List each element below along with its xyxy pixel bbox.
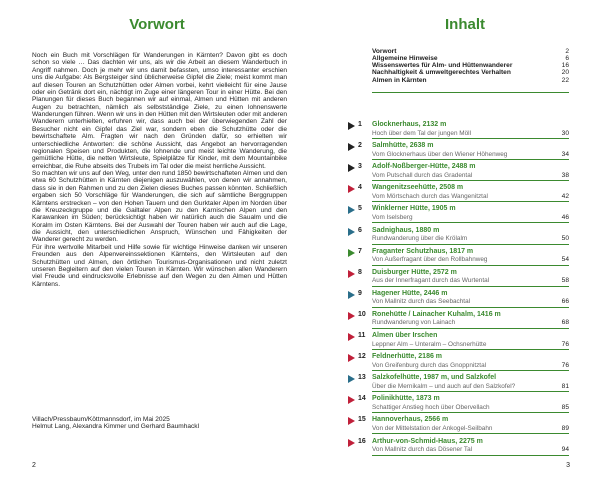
- triangle-marker-icon: [348, 185, 355, 193]
- toc-entry-page: 20: [561, 69, 569, 77]
- vorwort-heading: Vorwort: [129, 16, 185, 33]
- tour-number: 14: [358, 395, 366, 403]
- tour-page: 50: [561, 235, 569, 242]
- triangle-marker-icon: [348, 206, 355, 214]
- triangle-marker-icon: [348, 375, 355, 383]
- tour-subtitle: Rundwanderung über die Krölalm: [372, 235, 468, 242]
- tour-page: 85: [561, 403, 569, 411]
- triangle-marker-icon: [348, 143, 355, 151]
- toc-entry-page: 16: [561, 62, 569, 70]
- tour-rule: [372, 265, 569, 266]
- page-number-left: 2: [32, 462, 36, 469]
- tour-page: 42: [561, 192, 569, 200]
- triangle-marker-icon: [348, 333, 355, 341]
- tour-name: Sadnighaus, 1880 m: [372, 226, 440, 234]
- vorwort-paragraph: Noch ein Buch mit Vorschlägen für Wanderungen in Kärnten? Davon gibt es doch schon so viele … Das dachten wir uns, als wir die Arbeit an diesem Wanderbuch in Angriff nahmen. Doch je mehr wir uns damit befassten, umso interessanter erschien uns die Aufgabe: Als Bergsteiger sind üblicherweise Gipfel die Ziele; meist kommt man auf diesen Touren an Schutzhütten oder Almen vorbei, kehrt vielleicht für eine Jause oder ein Getränk dort ein, nächtigt im Zuge einer längeren Tour in einer Hütte. Bei den Planungen für dieses Buch begannen wir auf einmal, Almen und Hütten mit anderen Augen zu betrachten, nämlich als selbstständige Ziele, zu einen lohnenswerte Wanderungen führen. Wenn wir uns in den Hütten mit den Wirtsleuten oder mit anderen Wanderern unterhielten, erfuhren wir, dass auch bei der überwiegenden Zahl der Besucher nicht ein Gipfel das Ziel war, sondern eben die Schutzhütte oder die bewirtschaftete Alm. Fragten wir nach den Gründen dafür, so erhielten wir unterschiedliche Antworten: die schöne Aussicht, das Angebot an hervorragenden regionalen Speisen und Produkten, die lohnende und meist leichte Wanderung, die gemütliche Hütte, die netten Wirtsleute, Spielplätze für Kinder, mit dem Mountainbike erreichbar, die Ruhe abseits des Trubels im Tal oder die meist herrliche Aussicht.: [32, 52, 287, 170]
- tour-rule: [372, 201, 569, 202]
- tour-subtitle: Von Mallnitz durch das Seebachtal: [372, 298, 471, 306]
- tour-subtitle: Vom Glocknerhaus über den Wiener Höhenweg: [372, 150, 508, 158]
- toc-entry-title: Wissenswertes für Alm- und Hüttenwanderer: [372, 62, 513, 70]
- vorwort-text: [32, 52, 287, 288]
- toc-entry-page: 6: [565, 55, 569, 63]
- tour-rule: [372, 307, 569, 308]
- tour-page: 81: [561, 382, 569, 390]
- place-date: Villach/Pressbaum/Köttmannsdorf, im Mai 2025: [32, 416, 170, 423]
- tour-page: 76: [561, 340, 569, 348]
- tour-number: 9: [358, 289, 362, 297]
- toc-entry-title: Vorwort: [372, 48, 397, 55]
- triangle-marker-icon: [348, 122, 355, 130]
- tour-name: Adolf-Noßberger-Hütte, 2488 m: [372, 163, 476, 171]
- tour-rule: [372, 328, 569, 329]
- toc-entry-title: Nachhaltigkeit & umweltgerechtes Verhalten: [372, 69, 511, 77]
- triangle-marker-icon: [348, 354, 355, 362]
- tour-rule: [372, 138, 569, 139]
- vorwort-paragraph: Für ihre wertvolle Mitarbeit und Hilfe sowie für wichtige Hinweise danken wir unseren Freunden aus den Alpenvereinssektionen Kärntens, den Wirtsleuten auf den Schutzhütten und Almen, den örtlichen Tourismus-Organisationen und nicht zuletzt unseren Begleitern auf den vielen Touren in Kärnten. Wir wünschen allen Wanderern viel Freude und eindrucksvolle Erlebnisse auf den Wegen zu den Almen und Hütten Kärntens.: [32, 243, 287, 288]
- triangle-marker-icon: [348, 291, 355, 299]
- tour-number: 13: [358, 374, 366, 382]
- triangle-marker-icon: [348, 396, 355, 404]
- tour-rule: [372, 349, 569, 350]
- front-matter-list: [372, 48, 569, 84]
- tour-rule: [372, 391, 569, 392]
- tour-page: 58: [561, 277, 569, 285]
- tour-name: Ronehütte / Lainacher Kuhalm, 1416 m: [372, 310, 501, 318]
- toc-tour-entry[interactable]: [348, 438, 569, 462]
- tour-page: 38: [561, 171, 569, 179]
- tour-subtitle: Von Greifenburg durch das Gnoppnitztal: [372, 361, 487, 369]
- tour-rule: [372, 455, 569, 456]
- tour-name: Salzkofelhütte, 1987 m, und Salzkofel: [372, 374, 497, 382]
- tour-name: Fraganter Schutzhaus, 1817 m: [372, 247, 474, 255]
- page-number-right: 3: [566, 462, 570, 469]
- tour-name: Winklerner Hütte, 1905 m: [372, 205, 456, 213]
- tour-rule: [372, 159, 569, 160]
- triangle-marker-icon: [348, 439, 355, 447]
- tour-name: Duisburger Hütte, 2572 m: [372, 268, 457, 276]
- tour-subtitle: Schattiger Anstieg hoch über Obervellach: [372, 403, 490, 411]
- tour-name: Hannoverhaus, 2566 m: [372, 416, 449, 424]
- tour-rule: [372, 433, 569, 434]
- toc-entry-page: 2: [565, 48, 569, 55]
- tour-number: 8: [358, 268, 362, 276]
- tour-number: 4: [358, 184, 362, 192]
- tour-name: Hagener Hütte, 2446 m: [372, 289, 448, 297]
- tour-name: Arthur-von-Schmid-Haus, 2275 m: [372, 437, 483, 445]
- signature-block: [32, 416, 287, 431]
- toc-entry-page: 22: [561, 76, 569, 84]
- triangle-marker-icon: [348, 164, 355, 172]
- tour-page: 34: [561, 150, 569, 158]
- tour-subtitle: Hoch über dem Tal der jungen Möll: [372, 129, 471, 137]
- tour-subtitle: Leppner Alm – Unteralm – Ochsnerhütte: [372, 340, 487, 348]
- toc-front-entry[interactable]: [372, 77, 569, 84]
- tour-rule: [372, 370, 569, 371]
- tour-name: Almen über Irschen: [372, 332, 438, 339]
- tour-number: 2: [358, 142, 362, 150]
- inhalt-heading: Inhalt: [445, 16, 485, 33]
- toc-entry-title: Allgemeine Hinweise: [372, 55, 438, 63]
- tour-subtitle: Vom Mörtschach durch das Wangenitztal: [372, 192, 488, 200]
- toc-entry-title: Almen in Kärnten: [372, 76, 427, 84]
- tour-subtitle: Über die Mernikalm – und auch auf den Salzkofel?: [372, 382, 516, 390]
- tour-number: 12: [358, 353, 366, 361]
- tour-page: 54: [561, 256, 569, 264]
- toc-front-entry[interactable]: [372, 48, 569, 55]
- triangle-marker-icon: [348, 249, 355, 257]
- tour-number: 16: [358, 437, 366, 445]
- tour-subtitle: Von der Mittelstation der Ankogel-Seilbahn: [372, 424, 493, 432]
- tour-rule: [372, 180, 569, 181]
- triangle-marker-icon: [348, 270, 355, 278]
- vorwort-paragraph: So machten wir uns auf den Weg, unter den rund 1850 bewirtschafteten Almen und den etwa 60 Schutzhütten in Kärnten diejenigen auszuwählen, von denen wir annahmen, dass sie in den Rahmen und zu den Zielen dieses Buches passen könnten. Schließlich ergaben sich 50 Vorschläge für Wanderungen, die sich auf sämtliche Berggruppen Kärntens erstrecken – von den Hohen Tauern und den Gurktaler Alpen im Norden über die Kreuzeckgruppe und die Gailtaler Alpen zu den Karnischen Alpen und den Karawanken im Süden; berücksichtigt haben wir natürlich auch die Saualm und die Koralm im Osten Kärntens. Bei der Auswahl der Touren haben wir auch auf die Lage, die Aussicht, den unterschiedlichen Anspruch, Wünschen und Fähigkeiten der Wanderer gerecht zu werden.: [32, 170, 287, 244]
- tour-number: 1: [358, 121, 362, 128]
- tour-name: Feldnerhütte, 2186 m: [372, 353, 443, 361]
- tour-page: 76: [561, 361, 569, 369]
- tour-subtitle: Von Mallnitz durch das Dösener Tal: [372, 446, 473, 453]
- tour-rule: [372, 286, 569, 287]
- tour-number: 7: [358, 247, 362, 255]
- front-matter-rule: [372, 92, 569, 93]
- toc-front-entry[interactable]: [372, 62, 569, 69]
- tour-name: Salmhütte, 2638 m: [372, 142, 434, 150]
- tour-subtitle: Vom Putschall durch das Gradental: [372, 171, 473, 179]
- tour-name: Wangenitzseehütte, 2508 m: [372, 184, 464, 192]
- tour-page: 68: [561, 319, 569, 327]
- triangle-marker-icon: [348, 417, 355, 425]
- tour-rule: [372, 412, 569, 413]
- tour-page: 30: [561, 129, 569, 137]
- tour-number: 5: [358, 205, 362, 213]
- tour-number: 6: [358, 226, 362, 234]
- tour-subtitle: Vom Iselsberg: [372, 213, 413, 221]
- tour-name: Glocknerhaus, 2132 m: [372, 121, 447, 128]
- tour-number: 11: [358, 332, 366, 339]
- toc-front-entry[interactable]: [372, 55, 569, 62]
- tour-page: 94: [561, 446, 569, 453]
- tour-rule: [372, 222, 569, 223]
- tour-subtitle: Rundwanderung von Lainach: [372, 319, 456, 327]
- tour-subtitle: Von Außerfragant über den Rollbahnweg: [372, 256, 488, 264]
- tour-number: 15: [358, 416, 366, 424]
- tour-rule: [372, 244, 569, 245]
- triangle-marker-icon: [348, 312, 355, 320]
- tour-subtitle: Aus der Innerfragant durch das Wurtental: [372, 277, 490, 285]
- tour-page: 89: [561, 424, 569, 432]
- authors: Helmut Lang, Alexandra Kimmer und Gerhard Baumhackl: [32, 423, 200, 431]
- toc-front-entry[interactable]: [372, 69, 569, 76]
- tour-name: Polinikhütte, 1873 m: [372, 395, 440, 403]
- tour-number: 3: [358, 163, 362, 171]
- tour-page: 46: [561, 213, 569, 221]
- triangle-marker-icon: [348, 228, 355, 236]
- tour-number: 10: [358, 310, 366, 318]
- tour-page: 66: [561, 298, 569, 306]
